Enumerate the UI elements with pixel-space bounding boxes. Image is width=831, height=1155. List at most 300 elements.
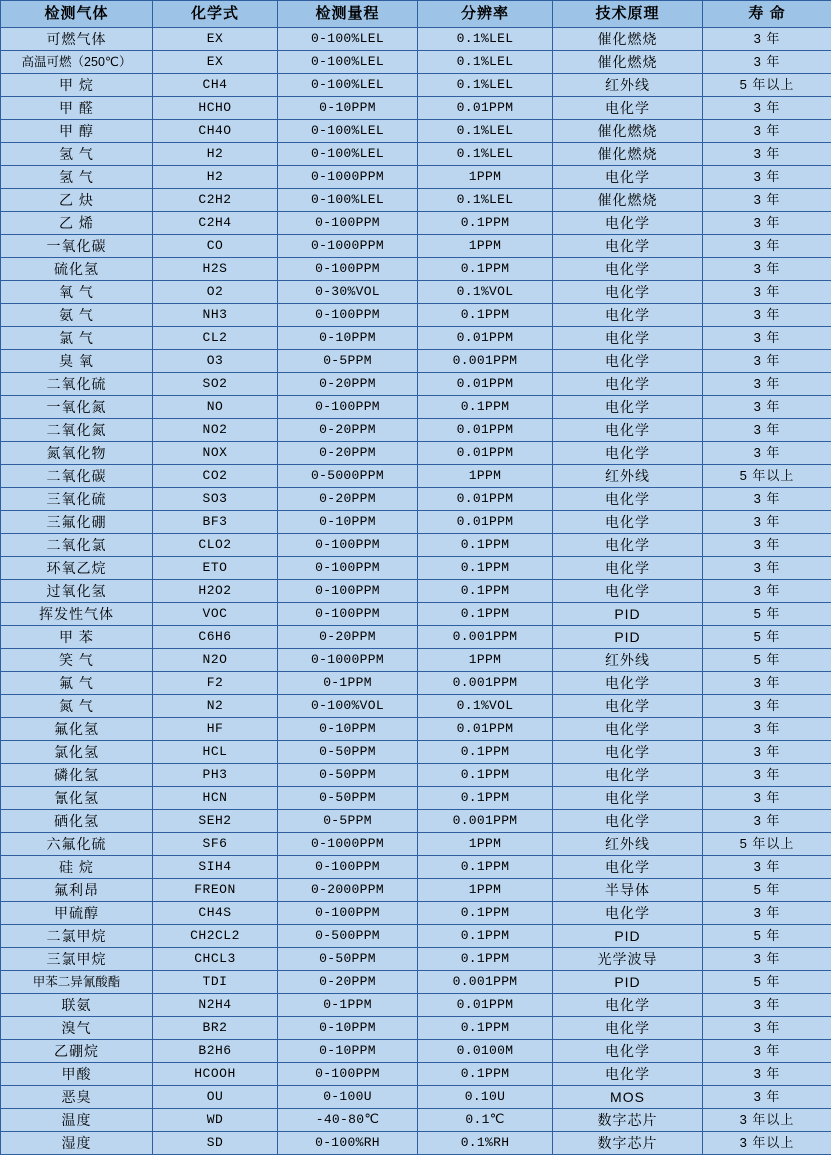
table-row <box>1 764 831 787</box>
cell-gas: 氢 气 <box>1 143 153 166</box>
table-row <box>1 856 831 879</box>
cell-resolution: 0.01PPM <box>418 718 553 741</box>
cell-resolution: 0.1%LEL <box>418 189 553 212</box>
cell-formula: N2O <box>153 649 278 672</box>
cell-resolution: 0.01PPM <box>418 511 553 534</box>
cell-resolution: 0.1PPM <box>418 787 553 810</box>
table-row <box>1 304 831 327</box>
cell-range: 0-50PPM <box>278 764 418 787</box>
table-row <box>1 1086 831 1109</box>
cell-gas: 氢 气 <box>1 166 153 189</box>
cell-gas: 氮氧化物 <box>1 442 153 465</box>
cell-formula: CH2CL2 <box>153 925 278 948</box>
cell-range: 0-20PPM <box>278 971 418 994</box>
cell-gas: 高温可燃（250℃） <box>1 51 153 74</box>
cell-range: 0-100PPM <box>278 258 418 281</box>
cell-gas: 环氧乙烷 <box>1 557 153 580</box>
cell-resolution: 0.1PPM <box>418 396 553 419</box>
cell-principle: 电化学 <box>553 672 703 695</box>
table-row <box>1 626 831 649</box>
cell-principle: 电化学 <box>553 994 703 1017</box>
cell-principle: 催化燃烧 <box>553 120 703 143</box>
cell-lifetime: 5 年以上 <box>703 74 831 97</box>
cell-gas: 臭 氧 <box>1 350 153 373</box>
cell-formula: VOC <box>153 603 278 626</box>
cell-formula: F2 <box>153 672 278 695</box>
cell-formula: CL2 <box>153 327 278 350</box>
cell-lifetime: 5 年 <box>703 925 831 948</box>
cell-formula: H2S <box>153 258 278 281</box>
cell-lifetime: 3 年 <box>703 281 831 304</box>
cell-formula: CH4 <box>153 74 278 97</box>
cell-lifetime: 3 年 <box>703 143 831 166</box>
cell-principle: PID <box>553 603 703 626</box>
cell-formula: SO2 <box>153 373 278 396</box>
cell-range: 0-100PPM <box>278 856 418 879</box>
cell-resolution: 0.1PPM <box>418 580 553 603</box>
cell-formula: HCL <box>153 741 278 764</box>
cell-resolution: 0.1PPM <box>418 1017 553 1040</box>
table-header-row <box>1 1 831 28</box>
cell-gas: 硫化氢 <box>1 258 153 281</box>
cell-range: 0-500PPM <box>278 925 418 948</box>
cell-range: 0-100PPM <box>278 603 418 626</box>
table-row <box>1 1063 831 1086</box>
cell-range: 0-100%RH <box>278 1132 418 1155</box>
cell-range: 0-100%LEL <box>278 51 418 74</box>
cell-formula: O3 <box>153 350 278 373</box>
cell-range: 0-10PPM <box>278 718 418 741</box>
cell-gas: 甲酸 <box>1 1063 153 1086</box>
cell-gas: 可燃气体 <box>1 28 153 51</box>
cell-lifetime: 3 年 <box>703 97 831 120</box>
cell-lifetime: 3 年 <box>703 764 831 787</box>
cell-lifetime: 3 年 <box>703 1017 831 1040</box>
cell-range: 0-5PPM <box>278 810 418 833</box>
cell-lifetime: 3 年 <box>703 235 831 258</box>
cell-formula: FREON <box>153 879 278 902</box>
table-row <box>1 258 831 281</box>
table-row <box>1 327 831 350</box>
table-row <box>1 833 831 856</box>
cell-formula: CO <box>153 235 278 258</box>
table-row <box>1 74 831 97</box>
table-row <box>1 28 831 51</box>
cell-resolution: 0.1PPM <box>418 1063 553 1086</box>
table-row <box>1 879 831 902</box>
cell-resolution: 0.1%LEL <box>418 74 553 97</box>
cell-lifetime: 5 年 <box>703 649 831 672</box>
cell-lifetime: 3 年 <box>703 327 831 350</box>
table-row <box>1 166 831 189</box>
cell-principle: 电化学 <box>553 557 703 580</box>
cell-principle: 电化学 <box>553 741 703 764</box>
cell-lifetime: 3 年 <box>703 419 831 442</box>
cell-range: 0-100PPM <box>278 304 418 327</box>
cell-lifetime: 3 年 <box>703 741 831 764</box>
cell-principle: 半导体 <box>553 879 703 902</box>
cell-gas: 磷化氢 <box>1 764 153 787</box>
table-row <box>1 419 831 442</box>
cell-principle: PID <box>553 971 703 994</box>
cell-range: 0-100PPM <box>278 396 418 419</box>
cell-range: 0-20PPM <box>278 442 418 465</box>
cell-formula: BF3 <box>153 511 278 534</box>
table-row <box>1 120 831 143</box>
cell-gas: 联氨 <box>1 994 153 1017</box>
cell-resolution: 0.01PPM <box>418 419 553 442</box>
cell-principle: 电化学 <box>553 281 703 304</box>
cell-lifetime: 3 年 <box>703 442 831 465</box>
cell-gas: 三氟化硼 <box>1 511 153 534</box>
table-row <box>1 695 831 718</box>
cell-range: 0-100%LEL <box>278 143 418 166</box>
cell-range: 0-20PPM <box>278 373 418 396</box>
cell-formula: H2O2 <box>153 580 278 603</box>
cell-lifetime: 3 年 <box>703 994 831 1017</box>
cell-resolution: 0.1PPM <box>418 212 553 235</box>
cell-resolution: 1PPM <box>418 465 553 488</box>
column-header-resolution: 分辨率 <box>418 1 553 28</box>
cell-range: 0-100PPM <box>278 212 418 235</box>
cell-resolution: 0.01PPM <box>418 327 553 350</box>
cell-range: 0-100PPM <box>278 557 418 580</box>
cell-gas: 三氯甲烷 <box>1 948 153 971</box>
cell-resolution: 0.001PPM <box>418 971 553 994</box>
cell-lifetime: 3 年 <box>703 189 831 212</box>
cell-gas: 氯化氢 <box>1 741 153 764</box>
cell-range: 0-20PPM <box>278 626 418 649</box>
cell-principle: 电化学 <box>553 488 703 511</box>
cell-principle: 数字芯片 <box>553 1132 703 1155</box>
table-row <box>1 810 831 833</box>
cell-resolution: 0.1PPM <box>418 948 553 971</box>
cell-resolution: 1PPM <box>418 649 553 672</box>
table-row <box>1 488 831 511</box>
cell-gas: 温度 <box>1 1109 153 1132</box>
table-row <box>1 350 831 373</box>
cell-range: 0-100PPM <box>278 1063 418 1086</box>
cell-gas: 二氯甲烷 <box>1 925 153 948</box>
cell-resolution: 0.0100M <box>418 1040 553 1063</box>
cell-range: 0-1PPM <box>278 672 418 695</box>
cell-lifetime: 3 年 <box>703 580 831 603</box>
table-row <box>1 1132 831 1155</box>
cell-lifetime: 3 年 <box>703 718 831 741</box>
cell-gas: 氰化氢 <box>1 787 153 810</box>
cell-formula: CH4S <box>153 902 278 925</box>
cell-resolution: 0.1PPM <box>418 534 553 557</box>
cell-formula: H2 <box>153 166 278 189</box>
cell-formula: CH4O <box>153 120 278 143</box>
cell-formula: CHCL3 <box>153 948 278 971</box>
cell-resolution: 0.1PPM <box>418 258 553 281</box>
table-row <box>1 580 831 603</box>
cell-principle: 电化学 <box>553 396 703 419</box>
cell-resolution: 0.1%RH <box>418 1132 553 1155</box>
cell-range: 0-10PPM <box>278 97 418 120</box>
cell-principle: 电化学 <box>553 327 703 350</box>
cell-range: 0-10PPM <box>278 327 418 350</box>
cell-formula: O2 <box>153 281 278 304</box>
table-row <box>1 603 831 626</box>
cell-gas: 恶臭 <box>1 1086 153 1109</box>
cell-resolution: 0.1%LEL <box>418 120 553 143</box>
table-row <box>1 649 831 672</box>
cell-resolution: 0.01PPM <box>418 994 553 1017</box>
cell-principle: 红外线 <box>553 649 703 672</box>
cell-lifetime: 3 年 <box>703 557 831 580</box>
cell-formula: HCOOH <box>153 1063 278 1086</box>
cell-principle: 电化学 <box>553 902 703 925</box>
cell-range: 0-100%LEL <box>278 120 418 143</box>
cell-range: 0-100%LEL <box>278 189 418 212</box>
cell-principle: PID <box>553 925 703 948</box>
cell-lifetime: 3 年 <box>703 120 831 143</box>
cell-resolution: 1PPM <box>418 235 553 258</box>
cell-principle: 电化学 <box>553 235 703 258</box>
cell-gas: 一氧化碳 <box>1 235 153 258</box>
table-row <box>1 1017 831 1040</box>
cell-gas: 氧 气 <box>1 281 153 304</box>
cell-principle: 电化学 <box>553 534 703 557</box>
cell-lifetime: 3 年 <box>703 534 831 557</box>
table-row <box>1 994 831 1017</box>
cell-principle: 红外线 <box>553 833 703 856</box>
cell-range: 0-100PPM <box>278 534 418 557</box>
cell-formula: SIH4 <box>153 856 278 879</box>
cell-principle: 电化学 <box>553 97 703 120</box>
cell-formula: C2H4 <box>153 212 278 235</box>
cell-lifetime: 3 年 <box>703 511 831 534</box>
cell-range: 0-50PPM <box>278 787 418 810</box>
cell-range: 0-10PPM <box>278 1040 418 1063</box>
cell-resolution: 1PPM <box>418 833 553 856</box>
table-row <box>1 534 831 557</box>
table-row <box>1 1109 831 1132</box>
cell-lifetime: 3 年 <box>703 396 831 419</box>
cell-range: 0-100PPM <box>278 902 418 925</box>
cell-resolution: 0.1℃ <box>418 1109 553 1132</box>
cell-gas: 甲苯二异氰酸酯 <box>1 971 153 994</box>
cell-formula: EX <box>153 51 278 74</box>
cell-resolution: 0.01PPM <box>418 373 553 396</box>
cell-formula: B2H6 <box>153 1040 278 1063</box>
cell-resolution: 0.001PPM <box>418 350 553 373</box>
cell-lifetime: 3 年 <box>703 902 831 925</box>
cell-principle: 红外线 <box>553 74 703 97</box>
cell-lifetime: 3 年 <box>703 304 831 327</box>
cell-principle: MOS <box>553 1086 703 1109</box>
cell-lifetime: 3 年 <box>703 258 831 281</box>
cell-lifetime: 3 年 <box>703 488 831 511</box>
cell-formula: WD <box>153 1109 278 1132</box>
cell-resolution: 0.10U <box>418 1086 553 1109</box>
cell-formula: NOX <box>153 442 278 465</box>
cell-lifetime: 5 年 <box>703 879 831 902</box>
cell-lifetime: 3 年 <box>703 695 831 718</box>
cell-lifetime: 3 年 <box>703 350 831 373</box>
cell-gas: 氨 气 <box>1 304 153 327</box>
cell-resolution: 1PPM <box>418 166 553 189</box>
table-row <box>1 787 831 810</box>
cell-principle: PID <box>553 626 703 649</box>
cell-formula: N2H4 <box>153 994 278 1017</box>
cell-principle: 电化学 <box>553 419 703 442</box>
cell-lifetime: 3 年 <box>703 1040 831 1063</box>
cell-range: 0-20PPM <box>278 488 418 511</box>
cell-principle: 电化学 <box>553 580 703 603</box>
cell-resolution: 0.1%VOL <box>418 695 553 718</box>
table-row <box>1 235 831 258</box>
cell-principle: 电化学 <box>553 1040 703 1063</box>
table-row <box>1 212 831 235</box>
table-row <box>1 971 831 994</box>
cell-range: 0-1000PPM <box>278 235 418 258</box>
cell-formula: HF <box>153 718 278 741</box>
cell-gas: 乙 炔 <box>1 189 153 212</box>
cell-principle: 电化学 <box>553 511 703 534</box>
column-header-principle: 技术原理 <box>553 1 703 28</box>
cell-principle: 电化学 <box>553 442 703 465</box>
cell-principle: 电化学 <box>553 350 703 373</box>
cell-gas: 三氧化硫 <box>1 488 153 511</box>
cell-principle: 电化学 <box>553 212 703 235</box>
cell-lifetime: 3 年 <box>703 672 831 695</box>
column-header-gas: 检测气体 <box>1 1 153 28</box>
cell-lifetime: 3 年 <box>703 166 831 189</box>
cell-range: 0-100%LEL <box>278 74 418 97</box>
cell-range: 0-30%VOL <box>278 281 418 304</box>
cell-gas: 二氧化硫 <box>1 373 153 396</box>
cell-principle: 催化燃烧 <box>553 189 703 212</box>
cell-lifetime: 3 年 <box>703 948 831 971</box>
cell-resolution: 0.1%LEL <box>418 51 553 74</box>
cell-gas: 氮 气 <box>1 695 153 718</box>
cell-gas: 甲 醛 <box>1 97 153 120</box>
cell-range: 0-50PPM <box>278 741 418 764</box>
cell-range: 0-10PPM <box>278 1017 418 1040</box>
cell-formula: EX <box>153 28 278 51</box>
cell-gas: 湿度 <box>1 1132 153 1155</box>
cell-range: 0-100U <box>278 1086 418 1109</box>
cell-resolution: 0.1PPM <box>418 741 553 764</box>
table-row <box>1 373 831 396</box>
cell-formula: NH3 <box>153 304 278 327</box>
cell-gas: 甲 烷 <box>1 74 153 97</box>
cell-principle: 光学波导 <box>553 948 703 971</box>
cell-range: 0-100%LEL <box>278 28 418 51</box>
column-header-range: 检测量程 <box>278 1 418 28</box>
cell-resolution: 0.01PPM <box>418 97 553 120</box>
cell-lifetime: 3 年 <box>703 1063 831 1086</box>
cell-resolution: 0.1PPM <box>418 925 553 948</box>
cell-principle: 电化学 <box>553 695 703 718</box>
cell-gas: 过氧化氢 <box>1 580 153 603</box>
table-row <box>1 672 831 695</box>
cell-lifetime: 5 年 <box>703 603 831 626</box>
table-row <box>1 442 831 465</box>
table-row <box>1 718 831 741</box>
cell-resolution: 0.1%LEL <box>418 28 553 51</box>
cell-formula: SEH2 <box>153 810 278 833</box>
cell-gas: 氯 气 <box>1 327 153 350</box>
cell-gas: 六氟化硫 <box>1 833 153 856</box>
cell-resolution: 1PPM <box>418 879 553 902</box>
cell-principle: 电化学 <box>553 856 703 879</box>
cell-lifetime: 3 年 <box>703 1086 831 1109</box>
cell-formula: BR2 <box>153 1017 278 1040</box>
cell-lifetime: 3 年 <box>703 373 831 396</box>
cell-range: 0-100%VOL <box>278 695 418 718</box>
cell-lifetime: 3 年以上 <box>703 1132 831 1155</box>
cell-lifetime: 3 年 <box>703 28 831 51</box>
table-body <box>1 28 831 1155</box>
cell-formula: CLO2 <box>153 534 278 557</box>
cell-principle: 电化学 <box>553 764 703 787</box>
table-row <box>1 948 831 971</box>
cell-gas: 甲 醇 <box>1 120 153 143</box>
cell-gas: 乙 烯 <box>1 212 153 235</box>
cell-formula: NO2 <box>153 419 278 442</box>
cell-lifetime: 5 年 <box>703 626 831 649</box>
cell-resolution: 0.1PPM <box>418 764 553 787</box>
cell-gas: 乙硼烷 <box>1 1040 153 1063</box>
cell-principle: 电化学 <box>553 258 703 281</box>
cell-formula: C6H6 <box>153 626 278 649</box>
cell-principle: 电化学 <box>553 810 703 833</box>
column-header-formula: 化学式 <box>153 1 278 28</box>
cell-gas: 一氧化氮 <box>1 396 153 419</box>
cell-resolution: 0.1%VOL <box>418 281 553 304</box>
table-row <box>1 143 831 166</box>
cell-formula: SD <box>153 1132 278 1155</box>
cell-gas: 氟 气 <box>1 672 153 695</box>
cell-range: -40-80℃ <box>278 1109 418 1132</box>
cell-principle: 红外线 <box>553 465 703 488</box>
cell-principle: 催化燃烧 <box>553 143 703 166</box>
cell-resolution: 0.1PPM <box>418 856 553 879</box>
cell-range: 0-1000PPM <box>278 166 418 189</box>
cell-gas: 溴气 <box>1 1017 153 1040</box>
table-row <box>1 51 831 74</box>
cell-formula: HCN <box>153 787 278 810</box>
cell-resolution: 0.01PPM <box>418 488 553 511</box>
cell-gas: 氟化氢 <box>1 718 153 741</box>
cell-resolution: 0.001PPM <box>418 810 553 833</box>
cell-formula: OU <box>153 1086 278 1109</box>
cell-gas: 甲 苯 <box>1 626 153 649</box>
cell-resolution: 0.1PPM <box>418 603 553 626</box>
cell-lifetime: 3 年 <box>703 51 831 74</box>
cell-gas: 硒化氢 <box>1 810 153 833</box>
table-row <box>1 511 831 534</box>
cell-range: 0-1000PPM <box>278 649 418 672</box>
cell-resolution: 0.001PPM <box>418 626 553 649</box>
cell-resolution: 0.1PPM <box>418 902 553 925</box>
table-row <box>1 465 831 488</box>
cell-range: 0-50PPM <box>278 948 418 971</box>
cell-formula: C2H2 <box>153 189 278 212</box>
cell-range: 0-1000PPM <box>278 833 418 856</box>
table-row <box>1 396 831 419</box>
cell-resolution: 0.01PPM <box>418 442 553 465</box>
cell-gas: 挥发性气体 <box>1 603 153 626</box>
cell-principle: 数字芯片 <box>553 1109 703 1132</box>
cell-range: 0-10PPM <box>278 511 418 534</box>
cell-lifetime: 3 年以上 <box>703 1109 831 1132</box>
table-row <box>1 97 831 120</box>
